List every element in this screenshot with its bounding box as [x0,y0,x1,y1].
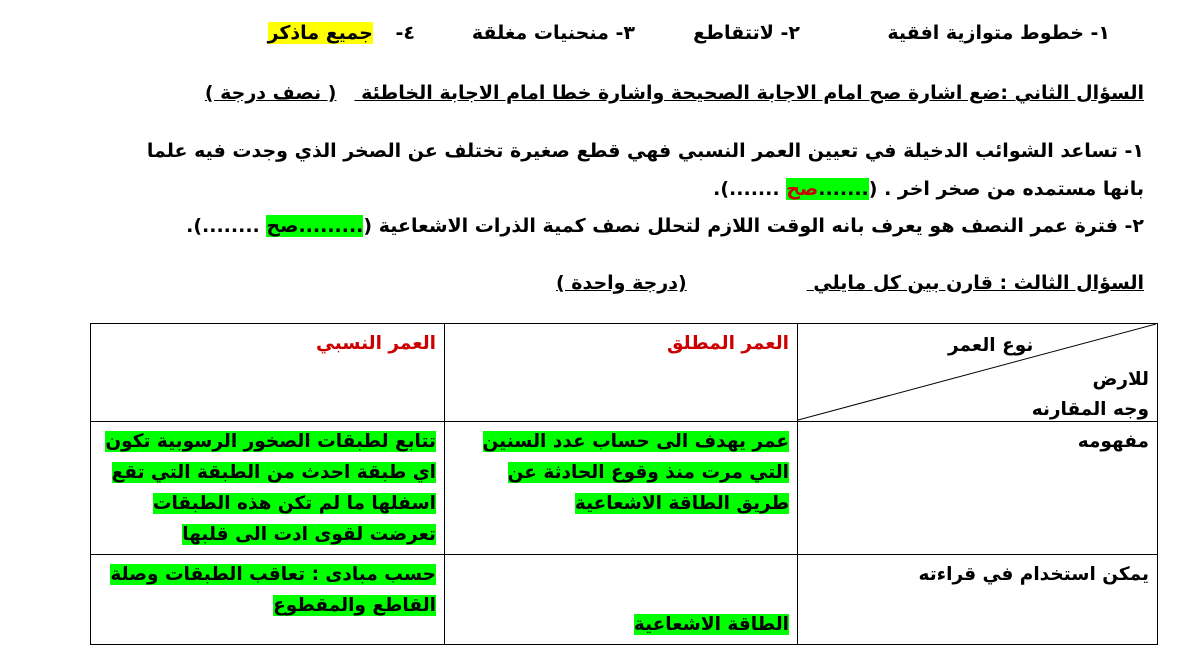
q2-item1-answer: صح [786,178,819,200]
option-4-number: ٤- [395,22,415,44]
q2-item1-line2 [713,178,1144,200]
row1-label: مفهومه [798,422,1158,555]
option-2: ٢- لاتتقاطع [693,22,800,44]
header-absolute: العمر المطلق [445,324,798,422]
diagonal-split [798,324,1157,420]
comparison-table [90,323,1158,645]
header-earth: للارض [1092,369,1149,390]
q2-item2-post: ........). [186,215,267,237]
header-relative: العمر النسبي [91,324,445,422]
row1-relative-cell [91,422,445,555]
q2-item2-answer: .........صح [266,215,364,237]
row2-relative: حسب مبادى : تعاقب الطبقات وصلة القاطع والمقطوع [110,564,436,616]
q2-item1-line1: ١- تساعد الشوائب الدخيلة في تعيين العمر النسبي فهي قطع صغيرة تختلف عن الصخر الذي وجدت فيه علما [146,140,1144,162]
option-4 [268,22,415,44]
q2-item2-pre: ٢- فترة عمر النصف هو يعرف بانه الوقت اللازم لتحلل نصف كمية الذرات الاشعاعية ( [363,215,1144,237]
q2-item1-line2-post: .......). [713,178,787,200]
q3-mark: (درجة واحدة ) [555,272,687,294]
header-type: نوع العمر [948,335,1034,356]
q2-mark: ( نصف درجة ) [204,82,337,104]
header-diagonal-cell [798,324,1158,422]
row2-absolute-cell [445,555,798,645]
table-row [91,555,1158,645]
option-1: ١- خطوط متوازية افقية [887,22,1110,44]
q3-title [556,272,1144,294]
header-compare: وجه المقارنه [1031,399,1149,420]
row1-absolute-cell [445,422,798,555]
table-header-row [91,324,1158,422]
row2-relative-cell [91,555,445,645]
q2-title [205,82,1144,104]
q3-title-text: السؤال الثالث : قارن بين كل مايلي [813,272,1144,294]
row1-absolute: عمر يهدف الى حساب عدد السنين التي مرت منذ وقوع الحادثة عن طريق الطاقة الاشعاعية [482,431,789,514]
q2-title-text: السؤال الثاني :ضع اشارة صح امام الاجابة الصحيحة واشارة خطا امام الاجابة الخاطئة [361,82,1144,104]
q2-item1-answer-dots: ....... [818,178,869,200]
option-3: ٣- منحنيات مغلقة [471,22,635,44]
row2-absolute: الطاقة الاشعاعية [633,614,789,635]
option-4-text: جميع ماذكر [267,22,373,44]
row1-relative: تتابع لطبقات الصخور الرسوبية تكون اي طبقة احدث من الطبقة التي تقع اسفلها ما لم تكن هذه الطبقات تعرضت لقوى ادت الى قلبها [105,431,436,545]
table-row [91,422,1158,555]
row2-label: يمكن استخدام في قراءته [798,555,1158,645]
q2-item2 [186,215,1144,237]
q2-item1-line2-pre: بانها مستمده من صخر اخر . ( [868,178,1144,200]
